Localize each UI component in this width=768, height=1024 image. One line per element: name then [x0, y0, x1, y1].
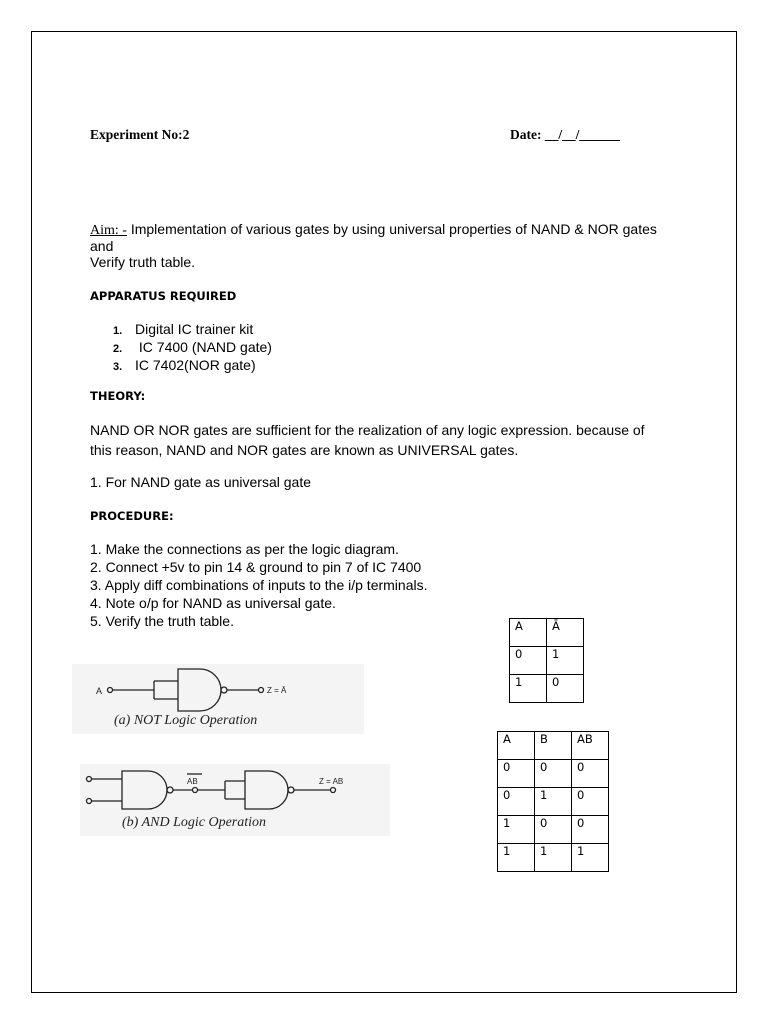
and-truth-table [497, 731, 609, 872]
not-output-label: Z = Ā [267, 686, 287, 695]
apparatus-item-number: 1. [113, 325, 123, 337]
table-cell: 1 [535, 844, 572, 872]
table-cell: 0 [572, 816, 609, 844]
apparatus-item [113, 320, 272, 338]
table-header-row [498, 732, 609, 760]
table-cell: 0 [498, 788, 535, 816]
table-cell: 0 [572, 788, 609, 816]
table-header-row [510, 619, 584, 647]
nand-gate-shape [122, 771, 167, 809]
input-terminal [87, 777, 92, 782]
procedure-heading: PROCEDURE: [90, 509, 174, 523]
table-cell: 1 [547, 647, 584, 675]
and-output-label: Z = AB [319, 777, 344, 786]
procedure-step: 2. Connect +5v to pin 14 & ground to pin 7 of IC 7400 [90, 559, 422, 575]
apparatus-item-number: 2. [113, 343, 123, 355]
apparatus-heading: APPARATUS REQUIRED [90, 289, 237, 303]
procedure-step: 5. Verify the truth table. [90, 613, 234, 629]
output-terminal [259, 688, 264, 693]
procedure-step: 3. Apply diff combinations of inputs to the i/p terminals. [90, 577, 428, 593]
table-cell: 0 [535, 816, 572, 844]
theory-heading: THEORY: [90, 389, 146, 403]
theory-paragraph-line-1: NAND OR NOR gates are sufficient for the realization of any logic expression. because of [90, 422, 645, 438]
apparatus-item-number: 3. [113, 361, 123, 373]
table-cell: 0 [510, 647, 547, 675]
table-cell: 1 [510, 675, 547, 703]
table-row [498, 844, 609, 872]
and-figure-caption: (b) AND Logic Operation [122, 815, 267, 830]
table-cell: 1 [498, 844, 535, 872]
input-terminal [108, 688, 113, 693]
input-terminal [87, 799, 92, 804]
apparatus-item-text: Digital IC trainer kit [135, 321, 254, 337]
aim-label: Aim: - [90, 223, 127, 238]
table-row [510, 647, 584, 675]
table-cell: 1 [535, 788, 572, 816]
table-row [510, 675, 584, 703]
junction-terminal [193, 788, 198, 793]
table-header-cell: A [498, 732, 535, 760]
aim-line-2: and [90, 238, 114, 254]
procedure-step: 1. Make the connections as per the logic diagram. [90, 541, 399, 557]
not-logic-figure [72, 664, 364, 734]
theory-paragraph-line-2: this reason, NAND and NOR gates are known as UNIVERSAL gates. [90, 442, 519, 458]
table-header-cell: AB [572, 732, 609, 760]
table-cell: 1 [498, 816, 535, 844]
apparatus-item [113, 356, 272, 374]
and-logic-figure [80, 764, 390, 836]
table-row [498, 788, 609, 816]
aim-text: Implementation of various gates by using universal properties of NAND & NOR gates [126, 221, 657, 237]
not-truth-table [509, 618, 584, 703]
output-terminal [331, 788, 336, 793]
procedure-steps [90, 540, 427, 630]
table-cell: 0 [535, 760, 572, 788]
table-cell: 0 [547, 675, 584, 703]
date-field: Date: __/__/______ [510, 127, 620, 142]
apparatus-item [113, 338, 272, 356]
nand-gate-shape [178, 669, 221, 711]
table-cell: 1 [572, 844, 609, 872]
theory-subline: 1. For NAND gate as universal gate [90, 474, 311, 490]
nand-gate-shape [245, 771, 288, 809]
inversion-bubble [221, 687, 227, 693]
inversion-bubble [167, 787, 173, 793]
not-figure-caption: (a) NOT Logic Operation [114, 713, 258, 728]
aim-line-3: Verify truth table. [90, 254, 196, 270]
table-header-cell: B [535, 732, 572, 760]
experiment-number: Experiment No:2 [90, 127, 190, 142]
not-input-label: A [96, 686, 103, 696]
table-cell: 0 [572, 760, 609, 788]
apparatus-item-text: IC 7402(NOR gate) [135, 357, 256, 373]
table-cell: 0 [498, 760, 535, 788]
and-mid-label: AB [187, 777, 198, 786]
aim-line-1 [90, 221, 657, 239]
procedure-step: 4. Note o/p for NAND as universal gate. [90, 595, 336, 611]
apparatus-list [113, 320, 272, 374]
apparatus-item-text: IC 7400 (NAND gate) [135, 339, 272, 355]
table-row [498, 816, 609, 844]
table-header-cell: Ā [547, 619, 584, 647]
table-header-cell: A [510, 619, 547, 647]
inversion-bubble [288, 787, 294, 793]
table-row [498, 760, 609, 788]
